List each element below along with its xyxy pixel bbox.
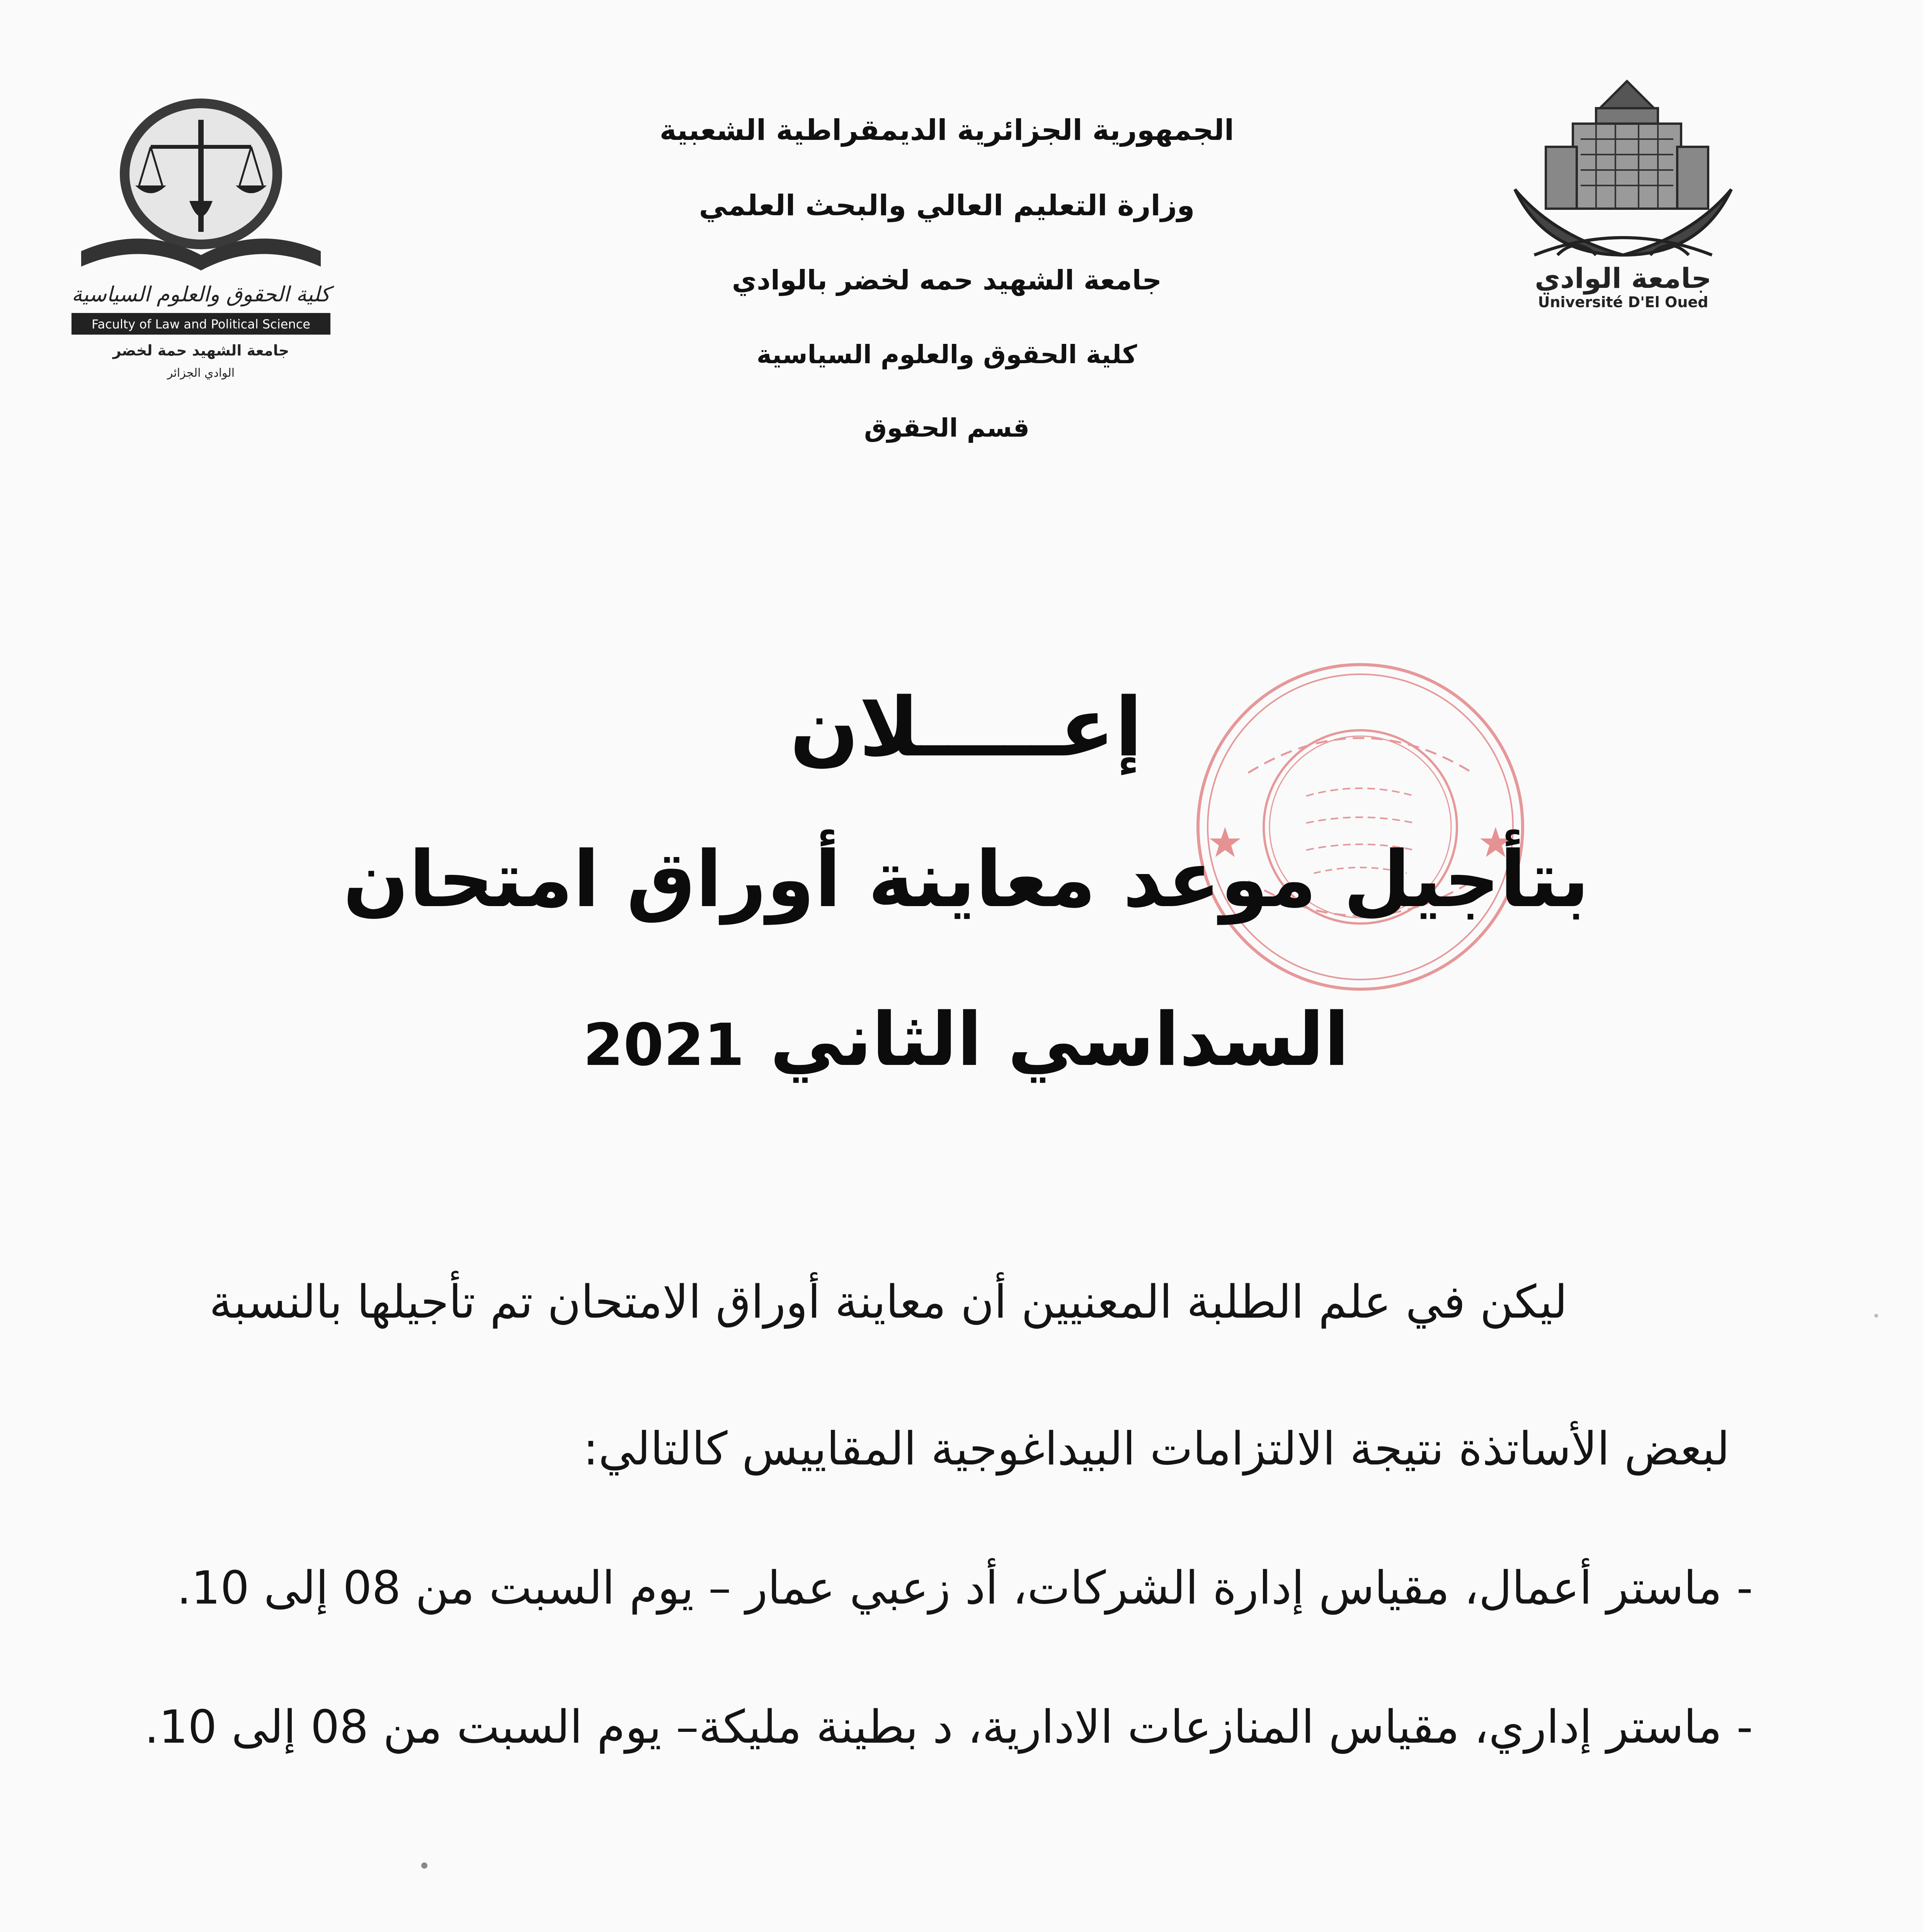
- university-name-fr: Université D'El Oued: [1538, 294, 1709, 311]
- faculty-city-ar: الوادي الجزائر: [167, 366, 235, 380]
- university-name-ar: جامعة الوادي: [1535, 262, 1712, 294]
- header-faculty: كلية الحقوق والعلوم السياسية: [756, 340, 1137, 369]
- faculty-name-ar: كلية الحقوق والعلوم السياسية: [71, 282, 330, 306]
- header-department: قسم الحقوق: [864, 413, 1030, 443]
- faculty-logo: [66, 85, 336, 402]
- announcement-subject: بتأجيل موعد معاينة أوراق امتحان: [343, 835, 1589, 925]
- faculty-subtitle-ar: جامعة الشهيد حمة لخضر: [112, 342, 289, 359]
- body-paragraph-2: لبعض الأساتذة نتيجة الالتزامات البيداغوجية المقاييس كالتالي:: [583, 1422, 1730, 1475]
- announcement-semester: [271, 997, 1662, 1082]
- announcement-title: إعـــــلان: [790, 680, 1143, 775]
- list-item: - ماستر أعمال، مقياس إدارة الشركات، أد زعبي عمار – يوم السبت من 08 إلى 10.: [177, 1561, 1753, 1614]
- university-logo: [1499, 73, 1747, 313]
- scan-speck: [1874, 1314, 1878, 1318]
- faculty-name-en: Faculty of Law and Political Science: [92, 317, 310, 332]
- semester-year: 2021: [583, 1012, 745, 1079]
- body-paragraph-1: ليكن في علم الطلبة المعنيين أن معاينة أوراق الامتحان تم تأجيلها بالنسبة: [209, 1275, 1567, 1328]
- header-ministry: وزارة التعليم العالي والبحث العلمي: [699, 189, 1195, 222]
- list-item: - ماستر إداري، مقياس المنازعات الادارية، د بطينة مليكة– يوم السبت من 08 إلى 10.: [144, 1700, 1753, 1753]
- header-university: جامعة الشهيد حمه لخضر بالوادي: [732, 264, 1162, 296]
- scan-speck: [421, 1862, 427, 1869]
- university-building-icon: [1546, 81, 1708, 209]
- scales-of-justice-icon: [120, 99, 282, 249]
- header-republic: الجمهورية الجزائرية الديمقراطية الشعبية: [659, 114, 1234, 147]
- semester-text: السداسي الثاني: [770, 997, 1350, 1082]
